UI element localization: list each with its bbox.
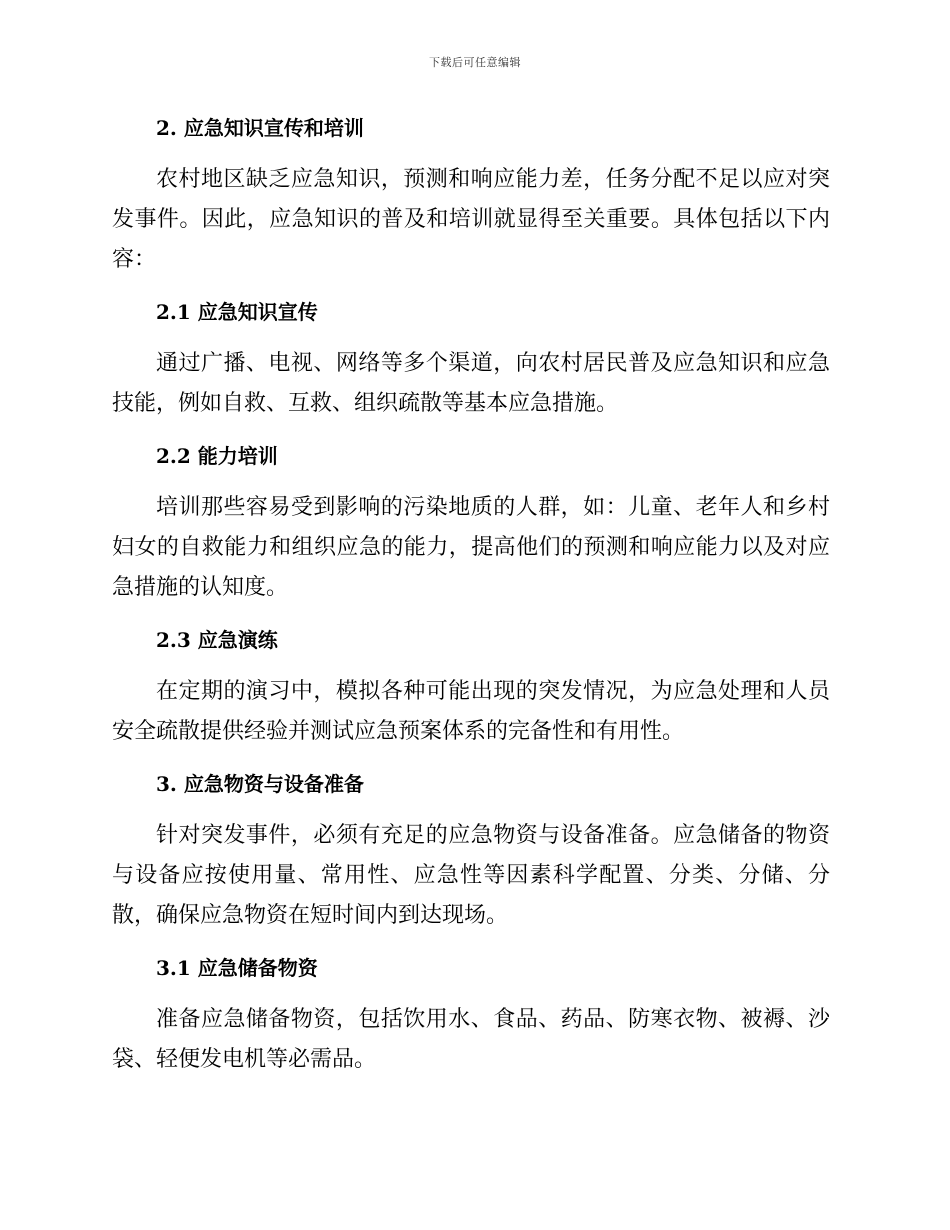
section-heading-2-1: 2.1 应急知识宣传 [156,300,318,324]
section-paragraph-2-1: 通过广播、电视、网络等多个渠道，向农村居民普及应急知识和应急技能，例如自救、互救、组织疏散等基本应急措施。 [112,351,830,416]
section-paragraph-3: 针对突发事件，必须有充足的应急物资与设备准备。应急储备的物资与设备应按使用量、常用性、应急性等因素科学配置、分类、分储、分散，确保应急物资在短时间内到达现场。 [112,823,830,928]
section-paragraph-2: 农村地区缺乏应急知识，预测和响应能力差，任务分配不足以应对突发事件。因此，应急知识的普及和培训就显得至关重要。具体包括以下内容： [112,167,830,272]
section-heading-3: 3. 应急物资与设备准备 [156,772,364,796]
section-heading-2-2: 2.2 能力培训 [156,444,278,468]
section-heading-3-1: 3.1 应急储备物资 [156,956,318,980]
section-heading-2: 2. 应急知识宣传和培训 [156,116,364,140]
section-paragraph-2-2: 培训那些容易受到影响的污染地质的人群，如：儿童、老年人和乡村妇女的自救能力和组织应急的能力，提高他们的预测和响应能力以及对应急措施的认知度。 [112,495,830,600]
section-heading-2-3: 2.3 应急演练 [156,628,278,652]
section-paragraph-3-1: 准备应急储备物资，包括饮用水、食品、药品、防寒衣物、被褥、沙袋、轻便发电机等必需品。 [112,1007,830,1072]
header-note: 下载后可任意编辑 [429,56,521,69]
section-paragraph-2-3: 在定期的演习中，模拟各种可能出现的突发情况，为应急处理和人员安全疏散提供经验并测试应急预案体系的完备性和有用性。 [112,679,830,744]
document-body [112,108,830,1092]
